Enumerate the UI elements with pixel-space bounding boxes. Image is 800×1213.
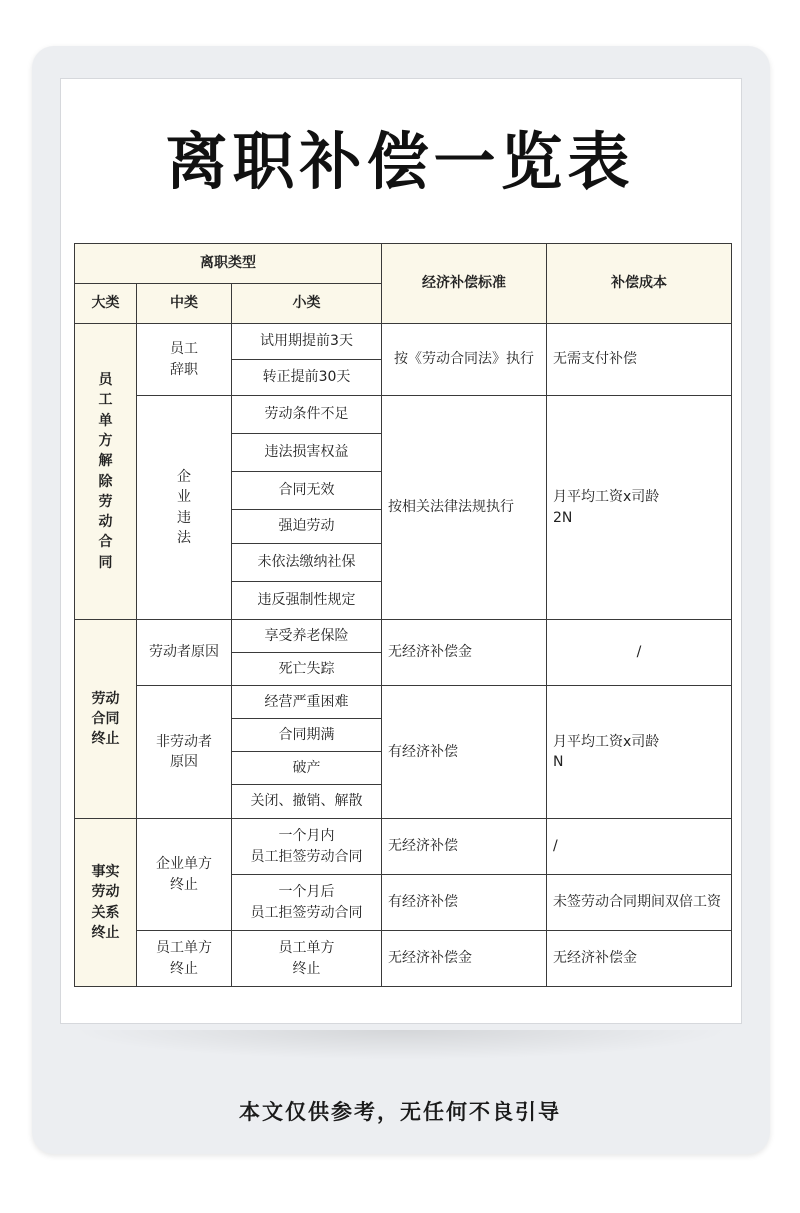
minor-item: 强迫劳动 (232, 510, 382, 544)
middle-label: 企 业 违 法 (177, 468, 191, 546)
middle-label: 非劳动者 原因 (156, 733, 212, 770)
major-label: 事实 劳动 关系 终止 (91, 863, 120, 941)
disclaimer: 本文仅供参考，无任何不良引导 (239, 1100, 561, 1124)
middle-category (137, 324, 232, 396)
major-category (75, 819, 137, 987)
minor-item: 关闭、撤销、解散 (232, 785, 382, 819)
cost-label: 月平均工资x司龄 N (553, 733, 660, 770)
page-title: 离职补偿一览表 (165, 125, 635, 198)
major-category (75, 324, 137, 620)
minor-item: 转正提前30天 (232, 360, 382, 396)
major-label: 劳动 合同 终止 (91, 690, 120, 748)
middle-category (137, 396, 232, 620)
standard-cell: 按相关法律法规执行 (382, 396, 547, 620)
cost-cell: / (547, 620, 732, 686)
minor-item: 违法损害权益 (232, 434, 382, 472)
minor-item: 经营严重困难 (232, 686, 382, 719)
minor-item: 试用期提前3天 (232, 324, 382, 360)
header-cost: 补偿成本 (547, 244, 732, 324)
standard-cell: 有经济补偿 (382, 875, 547, 931)
minor-label: 员工单方 终止 (278, 940, 335, 977)
middle-label: 员工单方 终止 (156, 940, 212, 977)
minor-item: 未依法缴纳社保 (232, 544, 382, 582)
header-type-group: 离职类型 (75, 244, 382, 284)
compensation-table (74, 243, 732, 987)
standard-cell: 无经济补偿金 (382, 931, 547, 987)
header-minor: 小类 (232, 284, 382, 324)
minor-item: 劳动条件不足 (232, 396, 382, 434)
cost-cell: 无经济补偿金 (547, 931, 732, 987)
middle-label: 企业单方 终止 (156, 856, 212, 893)
minor-item: 合同无效 (232, 472, 382, 510)
header-standard: 经济补偿标准 (382, 244, 547, 324)
cost-label: 月平均工资x司龄 2N (553, 489, 660, 526)
minor-label: 一个月内 员工拒签劳动合同 (250, 828, 363, 865)
minor-item: 享受养老保险 (232, 620, 382, 653)
standard-cell: 无经济补偿金 (382, 620, 547, 686)
middle-category: 劳动者原因 (137, 620, 232, 686)
middle-label: 员工 辞职 (170, 341, 198, 378)
standard-cell: 有经济补偿 (382, 686, 547, 819)
middle-category (137, 819, 232, 931)
sheet-shadow (70, 1030, 732, 1060)
minor-item: 违反强制性规定 (232, 582, 382, 620)
minor-item: 死亡失踪 (232, 653, 382, 686)
minor-item (232, 931, 382, 987)
major-category (75, 620, 137, 819)
minor-item: 破产 (232, 752, 382, 785)
minor-label: 一个月后 员工拒签劳动合同 (250, 884, 363, 921)
middle-category (137, 931, 232, 987)
cost-cell: 无需支付补偿 (547, 324, 732, 396)
standard-cell: 无经济补偿 (382, 819, 547, 875)
minor-item: 合同期满 (232, 719, 382, 752)
cost-cell (547, 396, 732, 620)
header-middle: 中类 (137, 284, 232, 324)
middle-category (137, 686, 232, 819)
major-label: 员工单方解除劳动合同 (98, 372, 113, 571)
cost-cell: 未签劳动合同期间双倍工资 (547, 875, 732, 931)
header-major: 大类 (75, 284, 137, 324)
minor-item (232, 819, 382, 875)
minor-item (232, 875, 382, 931)
standard-cell: 按《劳动合同法》执行 (382, 324, 547, 396)
cost-cell (547, 686, 732, 819)
cost-cell: / (547, 819, 732, 875)
